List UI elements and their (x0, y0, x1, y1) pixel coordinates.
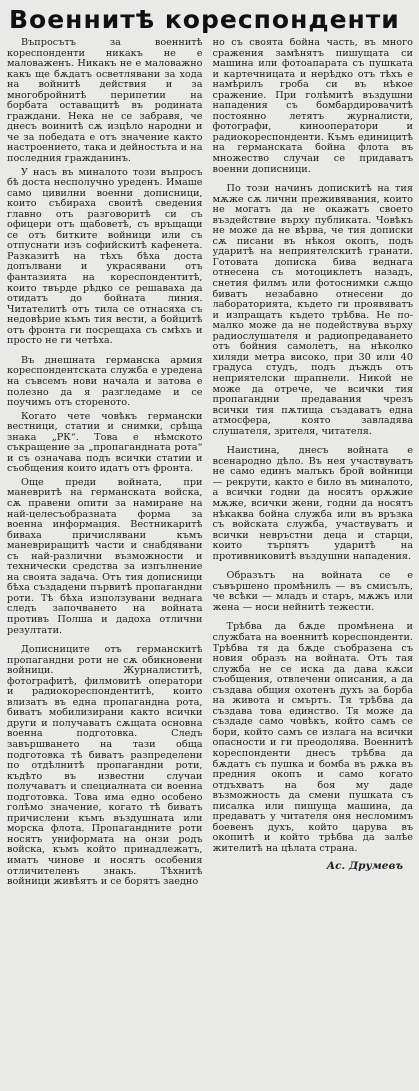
author-signature: Ас. Друмевъ (326, 860, 403, 873)
paragraph: По този начинъ допискитѣ на тия мѫже сѫ лични преживявания, които не могатъ да не окажатъ своето въздействие върху публиката. Човѣкъ не може да не вѣрва, че тия дописки сѫ писани въ нѣкоя окопъ, подъ ударитѣ на неприятелскитѣ гранати. Готовата дописка бива веднага отнесена съ мотоциклетъ назадъ, снетия филмъ или фотоснимки сѫщо биватъ незабавно отнесени до лабораторията, където ги проявяватъ и изпращатъ където трѣбва. Не по-малко може да не подействува върху радиослушателя и радиопредаването отъ бойния самолетъ, на нѣколко хиляди метра високо, при 30 или 40 градуса студъ, подъ дъждъ отъ неприятелски шрапнели. Никой не може да отрече, че всички тия пропагандни предавания чрезъ всички тия пѫтища създаватъ една атмосфера, която завладява слушателя, зрителя, читателя. (212, 183, 413, 437)
paragraph: Трѣбва да бѫде промѣнена и службата на военнитѣ кореспонденти. Трѣбва тя да бѫде съобразена съ новия образъ на войната. Отъ тая служба не се иска да дава кѫси съобщения, отвлечени описания, а да създава общия охотенъ духъ за борба на живота и смъртъ. Тя трѣбва да създава това единство. Тя може да създаде само човѣкъ, който самъ се бори, който самъ се излага на всички опасности и ги преодолява. Военнитѣ кореспонденти днесъ трѣбва да бѫдатъ съ пушка и бомба въ рѫка въ предния окопъ и само когато отдъхватъ на боя му даде възможность да смени пушката съ писалка или пишуща машина, да предаватъ у читателя оня несломимъ боевенъ духъ, който царува въ окопитѣ и който трѣбва да залѣе жителитѣ на цѣлата страна. (212, 621, 413, 854)
right-column (213, 38, 414, 1087)
paragraph: У насъ въ миналото този въпросъ бѣ доста несполучно уреденъ. Имаше само цивилни военни дописници, които събираха своитѣ сведения главно отъ разговоритѣ си съ офицери отъ щабоветѣ, съ връщащи се отъ битките войници или съ отпуснати изъ софийскитѣ кафенета. Разказитѣ на тѣхъ бѣха доста допълвани и украсявани отъ фантазията на кореспондентитѣ, които твърде рѣдко се решаваха да отидатъ до бойната линия. Читателитѣ отъ тила се отнасяха съ недовѣрие къмъ тия вести, а бойцитѣ отъ фронта ги посрещаха съ смѣхъ и просто не ги четѣха. (7, 166, 203, 347)
paragraph: Наистина, днесъ войната е всенародно дѣло. Въ нея участвуватъ не само единъ малъкъ брой войници — рекрути, както е било въ миналото, а всички годни да носятъ орѫжие мѫже, всички жени, годни да носятъ нѣкаква бойна служба или въ връзка съ войската служба, участвуватъ и всички невръстни деца и старци, които търпятъ ударитѣ на противниковитѣ въздушни нападения. (212, 445, 413, 562)
paragraph: Когато чете човѣкъ германски вестници, статии и снимки, срѣща знака „РК“. Това е нѣмското съкращение за „пропагандната рота“ и съ означава подъ всички статии и съобщения които идатъ отъ фронта. (7, 410, 203, 475)
paragraph: Още преди войната, при маневритѣ на германската войска, сѫ правени опити за намиране на най-целесъобразната форма за военна информация. Вестникаритѣ биваха причислявани къмъ маневриращитѣ части и снабдявани съ най-различни възможности и технически средства за изпълнение на своята задача. Отъ тия дописници бѣха създадени първитѣ пропагандни роти. Тѣ бѣха използувани веднага следъ започването на войната противъ Полша и дадоха отлични резултати. (7, 476, 203, 636)
paragraph: но съ своята бойна часть, въ много сражения замѣнятъ пишущата си машина или фотоапарата съ пушката и картечницата и нерѣдко отъ тѣхъ е намѣрилъ гроба си въ нѣкое сражение. При голѣмитѣ въздушни нападения съ бомбардировачитѣ постоянно летятъ журналисти, фотографи, кинооператори и радиокореспонденти. Къмъ единицитѣ на германската бойна флота въ множество случаи се придаватъ военни дописници. (212, 38, 413, 175)
left-column (7, 38, 203, 1087)
paragraph: Образътъ на войната се е съвършено промѣнилъ — въ смисълъ, че всѣки — младъ и старъ, мѫжъ или жена — носи нейнитѣ тежести. (212, 570, 413, 613)
article-body (7, 38, 413, 1087)
paragraph: Въпросътъ за военнитѣ кореспонденти никакъ не е маловаженъ. Никакъ не е маловажно какъ ще бѫдатъ осветлявани за хода на войнитѣ действия и за многобройнитѣ перипетии на борбата оставащитѣ въ родината граждани. Нека не се забравя, че днесъ воинитѣ сѫ изцѣло народни и че за победата е отъ значение както настроението, така и дейностьта и на последния гражданинъ. (7, 38, 203, 165)
article-title: Военнитѣ кореспонденти (9, 5, 400, 34)
paragraph: Въ днешната германска армия кореспондентската служба е уредена на съвсемъ нови начала и затова е полезно да я разгледаме и се поучимъ отъ стореното. (7, 354, 203, 409)
paragraph: Дописниците отъ германскитѣ пропагандни роти не сѫ обикновени войници. Журналиститѣ, фотографитѣ, филмовитѣ оператори и радиокореспондентитѣ, които влизатъ въ една пропагандна рота, биватъ мобилизирани както всички други и получаватъ сѫщата основна военна подготовка. Следъ завършването на тази обща подготовка тѣ биватъ разпределени по отдѣлнитѣ пропагандни роти, къдѣто въ известни случаи получаватъ и специалната си военна подготовка. Това има едно особено голѣмо значение, когато тѣ биватъ причислени къмъ въздушната или морска флота. Пропагандните роти носятъ униформата на онзи родъ войска, къмъ който принадлежатъ, иматъ чинове и носятъ особения отличителенъ знакъ. Тѣхнитѣ войници живѣятъ и се борятъ заедно (7, 644, 203, 888)
